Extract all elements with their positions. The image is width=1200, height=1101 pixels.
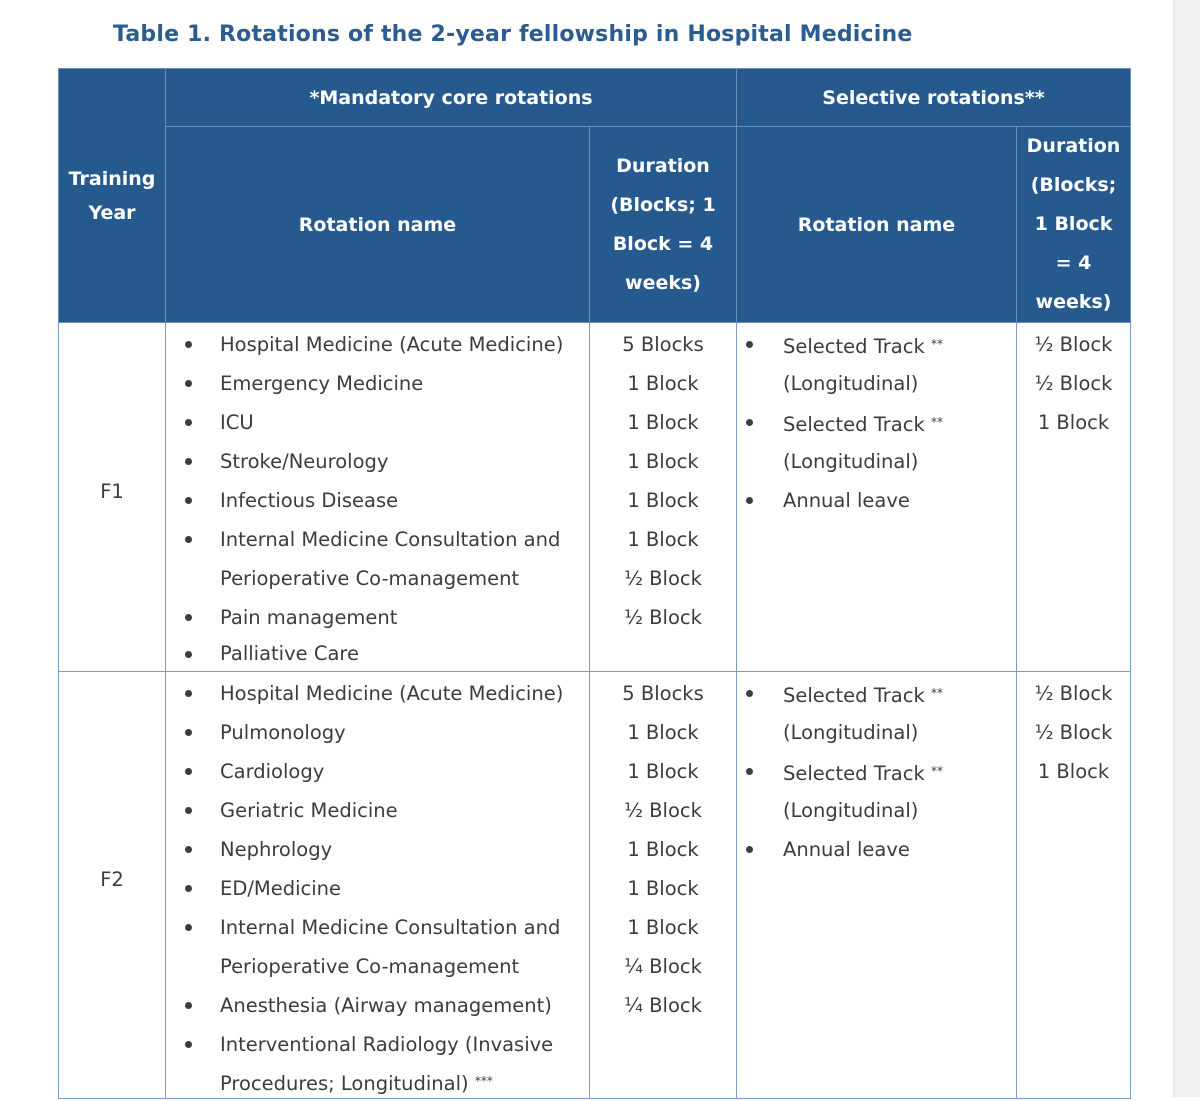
duration-value: 1 Block — [627, 916, 699, 939]
list-item: Pulmonology — [166, 713, 589, 752]
core-rotations-cell — [166, 323, 590, 672]
duration-value: ½ Block — [624, 799, 702, 822]
duration-value: 5 Blocks — [622, 333, 704, 356]
list-item: Infectious Disease — [166, 481, 589, 520]
list-item: Hospital Medicine (Acute Medicine) — [166, 674, 589, 713]
list-item: Internal Medicine Consultation and — [166, 908, 589, 947]
list-item: Procedures; Longitudinal) *** — [220, 1072, 493, 1095]
list-item: Annual leave — [737, 830, 1016, 869]
duration-value: 1 Block — [627, 760, 699, 783]
duration-value: ½ Block — [624, 606, 702, 629]
page-edge-strip — [1173, 0, 1200, 1097]
duration-value: ½ Block — [1034, 721, 1113, 744]
list-item: Perioperative Co-management — [220, 955, 520, 978]
duration-value: ½ Block — [1034, 333, 1113, 356]
list-item: Stroke/Neurology — [166, 442, 589, 481]
rotations-table — [58, 68, 1131, 1099]
list-item: Emergency Medicine — [166, 364, 589, 403]
list-item: Perioperative Co-management — [220, 567, 520, 590]
selective-rotation-name-header: Rotation name — [737, 127, 1017, 323]
list-item: Cardiology — [166, 752, 589, 791]
duration-value: 1 Block — [627, 528, 699, 551]
list-item: Selected Track ** — [737, 674, 1016, 713]
selective-durations-cell — [1017, 672, 1131, 1099]
duration-value: ½ Block — [624, 567, 702, 590]
list-item: (Longitudinal) — [783, 721, 919, 744]
list-item: Geriatric Medicine — [166, 791, 589, 830]
selective-rotations-cell — [737, 323, 1017, 672]
table-caption: Table 1. Rotations of the 2-year fellowship in Hospital Medicine — [113, 22, 913, 47]
list-item: Selected Track ** — [737, 403, 1016, 442]
list-item: Internal Medicine Consultation and — [166, 520, 589, 559]
duration-value: ¼ Block — [624, 955, 702, 978]
selective-duration-header: Duration (Blocks; 1 Block = 4 weeks) — [1017, 127, 1131, 323]
list-item: Interventional Radiology (Invasive — [166, 1025, 589, 1064]
list-item: (Longitudinal) — [783, 799, 919, 822]
year-cell: F1 — [59, 323, 166, 672]
core-durations-cell — [590, 672, 737, 1099]
list-item: (Longitudinal) — [783, 372, 919, 395]
duration-value: 1 Block — [627, 372, 699, 395]
list-item: Anesthesia (Airway management) — [166, 986, 589, 1025]
selective-durations-cell — [1017, 323, 1131, 672]
duration-value: 1 Block — [1037, 760, 1110, 783]
duration-value: 1 Block — [627, 411, 699, 434]
list-item: Nephrology — [166, 830, 589, 869]
duration-value: 5 Blocks — [622, 682, 704, 705]
training-year-header: Training Year — [59, 69, 166, 323]
year-cell: F2 — [59, 672, 166, 1099]
duration-value: 1 Block — [627, 721, 699, 744]
core-rotation-name-header: Rotation name — [166, 127, 590, 323]
selective-rotations-header: Selective rotations** — [737, 69, 1131, 127]
table-row — [59, 323, 1131, 672]
core-duration-header: Duration (Blocks; 1 Block = 4 weeks) — [590, 127, 737, 323]
list-item: ED/Medicine — [166, 869, 589, 908]
duration-value: ½ Block — [1034, 372, 1113, 395]
duration-value: 1 Block — [627, 489, 699, 512]
duration-value: 1 Block — [1037, 411, 1110, 434]
list-item: Hospital Medicine (Acute Medicine) — [166, 325, 589, 364]
list-item: (Longitudinal) — [783, 450, 919, 473]
duration-value: 1 Block — [627, 450, 699, 473]
core-durations-cell — [590, 323, 737, 672]
list-item: Selected Track ** — [737, 325, 1016, 364]
list-item: Selected Track ** — [737, 752, 1016, 791]
mandatory-core-header: *Mandatory core rotations — [166, 69, 737, 127]
selective-rotations-cell — [737, 672, 1017, 1099]
list-item: Annual leave — [737, 481, 1016, 520]
duration-value: 1 Block — [627, 838, 699, 861]
list-item: Palliative Care — [166, 637, 589, 671]
core-rotations-cell — [166, 672, 590, 1099]
duration-value: ¼ Block — [624, 994, 702, 1017]
table-row — [59, 672, 1131, 1099]
duration-value: 1 Block — [627, 877, 699, 900]
list-item: Pain management — [166, 598, 589, 637]
list-item: ICU — [166, 403, 589, 442]
duration-value: ½ Block — [1034, 682, 1113, 705]
